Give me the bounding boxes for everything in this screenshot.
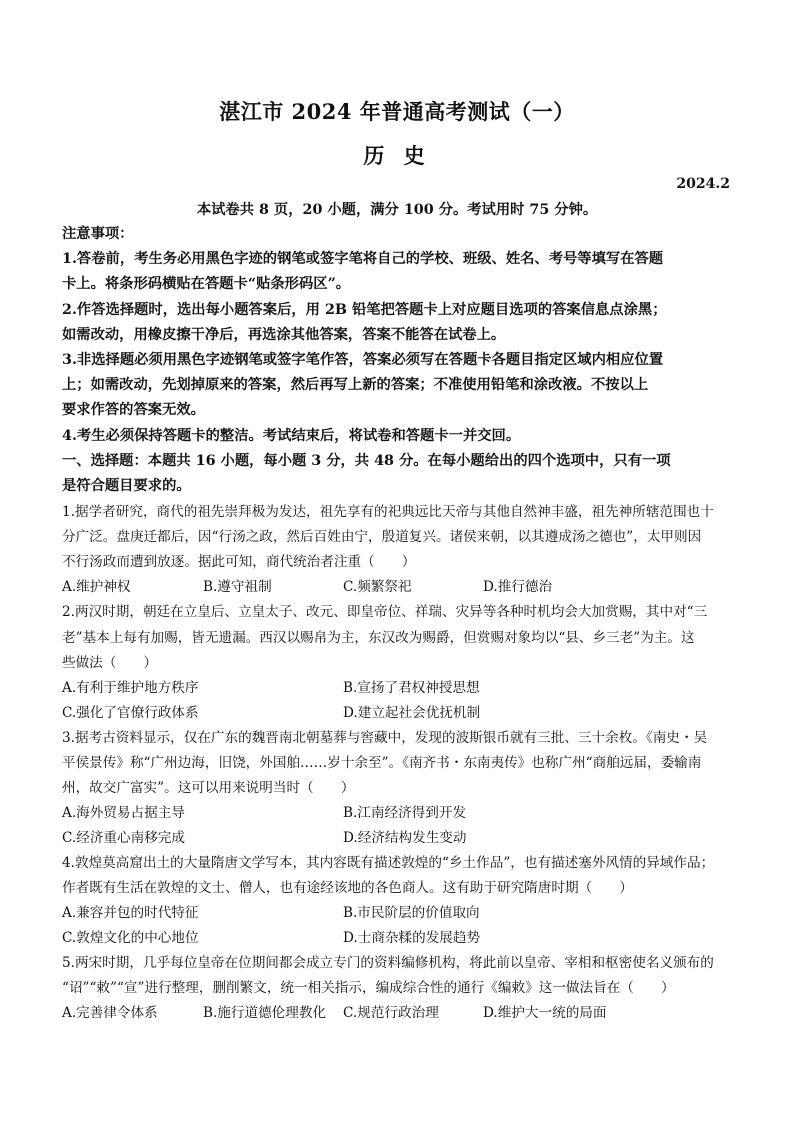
question-3-option-b[interactable]: B.江南经济得到开发 <box>343 805 467 821</box>
notice-line: 卡上。将条形码横贴在答题卡“贴条形码区”。 <box>62 276 351 292</box>
notice-line: 如需改动，用橡皮擦干净后，再选涂其他答案，答案不能答在试卷上。 <box>62 327 506 343</box>
question-1-text: 不行汤政而遭到放逐。据此可知，商代统治者注重（ ） <box>62 554 416 570</box>
question-5-text: “诏”“敕”“宣”进行整理，删削繁文，统一相关指示，编成综合性的通行《编敕》这一做法旨在（ ） <box>62 980 675 996</box>
question-1-text: 分广泛。盘庚迁都后，因“行汤之政，然后百姓由宁，殷道复兴。诸侯来朝，以其遵成汤之德也”，太甲则因 <box>62 529 702 545</box>
question-3-text: 3.据考古资料显示，仅在广东的魏晋南北朝墓葬与窖藏中，发现的波斯银币就有三批、三十余枚。《南史・吴 <box>62 730 708 746</box>
question-3-option-d[interactable]: D.经济结构发生变动 <box>343 830 467 846</box>
subject-title: 历 史 <box>363 143 431 168</box>
question-2-option-a[interactable]: A.有利于维护地方秩序 <box>62 680 199 696</box>
question-3-text: 平侯景传》称“广州边海，旧饶，外国舶……岁十余至”。《南齐书・东南夷传》也称广州“商舶远届，委输南 <box>62 755 702 771</box>
question-2-option-b[interactable]: B.宣扬了君权神授思想 <box>343 680 480 696</box>
question-2-text: 老”基本上每有加赐，皆无遗漏。西汉以赐帛为主，东汉改为赐爵，但赏赐对象均以“县、乡三老”为主。这 <box>62 630 695 646</box>
question-1-option-d[interactable]: D.推行德治 <box>483 579 553 595</box>
question-2-text: 2.两汉时期，朝廷在立皇后、立皇太子、改元、即皇帝位、祥瑞、灾异等各种时机均会大加赏赐，其中对“三 <box>62 604 708 620</box>
question-4-option-b[interactable]: B.市民阶层的价值取向 <box>343 905 480 921</box>
question-2-option-d[interactable]: D.建立起社会优抚机制 <box>343 705 481 721</box>
notice-line: 上；如需改动，先划掉原来的答案，然后再写上新的答案；不准使用铅笔和涂改液。不按以上 <box>62 377 649 393</box>
question-3-text: 州，故交广富实”。这可以用来说明当时（ ） <box>62 780 355 796</box>
question-4-text: 作者既有生活在敦煌的文士、僧人，也有途经该地的各色商人。这有助于研究隋唐时期（ ） <box>62 880 633 896</box>
question-1-option-c[interactable]: C.频繁祭祀 <box>343 579 412 595</box>
notice-line: 3.非选择题必须用黑色字迹钢笔或签字笔作答，答案必须写在答题卡各题目指定区域内相应位置 <box>62 352 664 368</box>
question-4-text: 4.敦煌莫高窟出土的大量隋唐文学写本，其内容既有描述敦煌的“乡土作品”，也有描述塞外风情的异域作品； <box>62 855 715 871</box>
question-1-option-a[interactable]: A.维护神权 <box>62 579 131 595</box>
question-3-option-c[interactable]: C.经济重心南移完成 <box>62 830 185 846</box>
question-4-option-d[interactable]: D.士商杂糅的发展趋势 <box>343 930 481 946</box>
notice-line: 要求作答的答案无效。 <box>62 402 205 418</box>
question-4-option-a[interactable]: A.兼容并包的时代特征 <box>62 905 199 921</box>
question-4-option-c[interactable]: C.敦煌文化的中心地位 <box>62 930 199 946</box>
question-5-text: 5.两宋时期，几乎每位皇帝在位期间都会成立专门的资料编修机构，将此前以皇帝、宰相和枢密使名义颁布的 <box>62 955 714 971</box>
section-heading: 是符合题目要求的。 <box>62 478 191 494</box>
question-1-option-b[interactable]: B.遵守祖制 <box>203 579 272 595</box>
question-3-option-a[interactable]: A.海外贸易占据主导 <box>62 805 185 821</box>
question-5-option-c[interactable]: C.规范行政治理 <box>343 1005 439 1021</box>
exam-info: 本试卷共 8 页，20 小题，满分 100 分。考试用时 75 分钟。 <box>196 202 598 218</box>
notice-line: 1.答卷前，考生务必用黑色字迹的钢笔或签字笔将自己的学校、班级、姓名、考号等填写在答题 <box>62 251 664 267</box>
question-2-text: 些做法（ ） <box>62 655 158 671</box>
exam-date: 2024.2 <box>676 176 730 192</box>
notice-line: 4.考生必须保持答题卡的整洁。考试结束后，将试卷和答题卡一并交回。 <box>62 428 521 444</box>
section-heading: 一、选择题：本题共 16 小题，每小题 3 分，共 48 分。在每小题给出的四个选项中，只有一项 <box>62 453 671 469</box>
question-5-option-d[interactable]: D.维护大一统的局面 <box>483 1005 607 1021</box>
exam-title: 湛江市 2024 年普通高考测试（一） <box>219 99 575 124</box>
notice-line: 2.作答选择题时，选出每小题答案后，用 2B 铅笔把答题卡上对应题目选项的答案信息点涂黑； <box>62 302 667 318</box>
question-5-option-b[interactable]: B.施行道德伦理教化 <box>203 1005 327 1021</box>
question-5-option-a[interactable]: A.完善律令体系 <box>62 1005 158 1021</box>
question-1-text: 1.据学者研究，商代的祖先崇拜极为发达，祖先享有的祀典远比天帝与其他自然神丰盛，祖先神所辖范围也十 <box>62 504 714 520</box>
question-2-option-c[interactable]: C.强化了官僚行政体系 <box>62 705 199 721</box>
notice-heading: 注意事项： <box>62 226 134 242</box>
